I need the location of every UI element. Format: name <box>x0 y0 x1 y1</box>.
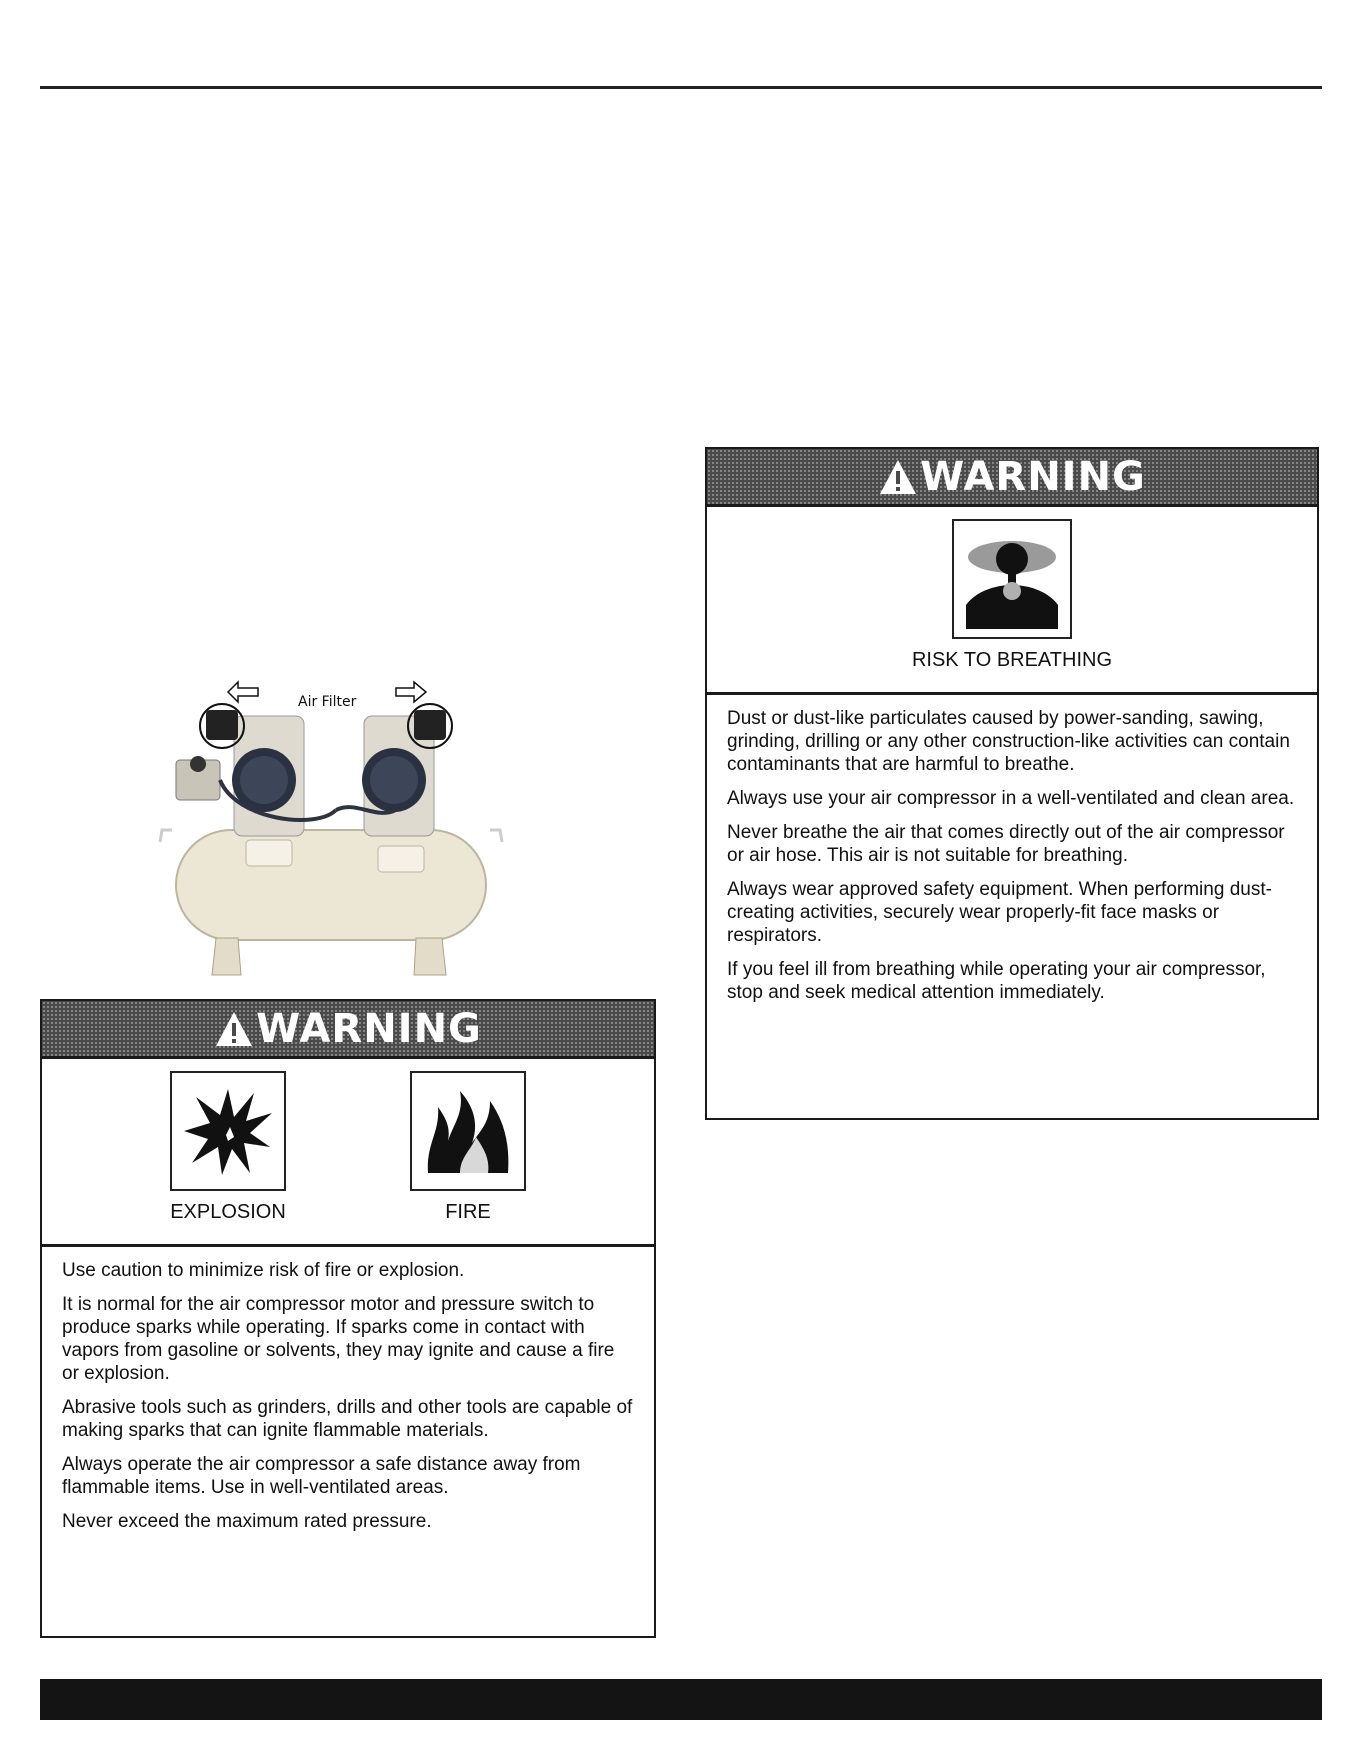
warning-header <box>42 1001 654 1059</box>
warning-paragraph: It is normal for the air compressor motor and pressure switch to produce sparks while operating. If sparks come in contact with vapors from gasoline or solvents, they may ignite and cause a fire or explosion. <box>62 1294 615 1384</box>
warning-paragraph: Always use your air compressor in a well-ventilated and clean area. <box>727 788 1295 809</box>
warning-title: WARNING <box>256 1005 482 1052</box>
warning-paragraph: If you feel ill from breathing while operating your air compressor, stop and seek medical attention immediately. <box>727 959 1266 1003</box>
hazard-icons <box>707 507 1317 695</box>
breathing-hazard-icon <box>952 519 1072 639</box>
warning-triangle-icon <box>878 458 918 496</box>
hazard-label: RISK TO BREATHING <box>911 649 1113 671</box>
warning-paragraph: Always operate the air compressor a safe distance away from flammable items. Use in well-ventilated areas. <box>62 1454 581 1498</box>
warning-header <box>707 449 1317 507</box>
hazard-fire <box>410 1071 526 1244</box>
breathing-warning <box>705 447 1319 1120</box>
hazard-label: EXPLOSION <box>170 1201 286 1223</box>
compressor-photo <box>146 680 546 980</box>
warning-title: WARNING <box>920 453 1146 500</box>
hazard-label: FIRE <box>445 1201 491 1223</box>
fire-icon <box>410 1071 526 1191</box>
top-rule <box>40 86 1322 89</box>
explosion-icon <box>170 1071 286 1191</box>
warning-paragraph: Always wear approved safety equipment. When performing dust-creating activities, securely wear properly-fit face masks or respirators. <box>727 879 1272 946</box>
warning-paragraph: Dust or dust-like particulates caused by power-sanding, sawing, grinding, drilling or any other construction-like activities can contain contaminants that are harmful to breathe. <box>727 708 1290 775</box>
warning-triangle-icon <box>214 1010 254 1048</box>
hazard-breathing <box>912 519 1112 692</box>
warning-paragraph: Abrasive tools such as grinders, drills and other tools are capable of making sparks that can ignite flammable materials. <box>62 1397 633 1441</box>
hazard-icons <box>42 1059 654 1247</box>
air-filter-label: Air Filter <box>298 694 357 710</box>
warning-paragraph: Never exceed the maximum rated pressure. <box>62 1511 432 1532</box>
warning-body <box>42 1247 654 1550</box>
footer-bar <box>40 1679 1322 1720</box>
fire-explosion-warning <box>40 999 656 1638</box>
warning-paragraph: Use caution to minimize risk of fire or explosion. <box>62 1260 465 1281</box>
warning-paragraph: Never breathe the air that comes directly out of the air compressor or air hose. This air is not suitable for breathing. <box>727 822 1285 866</box>
warning-body <box>707 695 1317 1021</box>
hazard-explosion <box>170 1071 286 1244</box>
